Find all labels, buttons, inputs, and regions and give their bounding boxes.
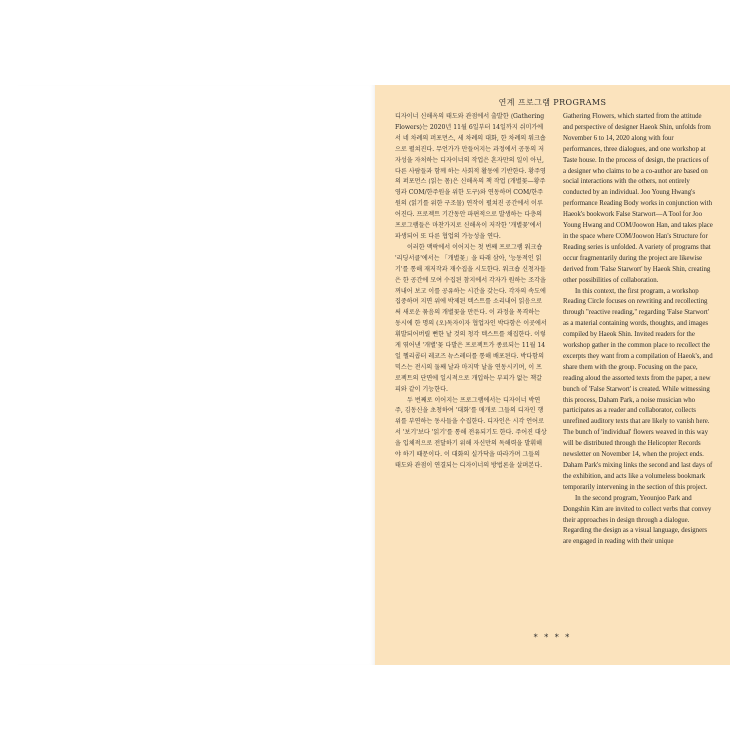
korean-text-column xyxy=(395,112,547,472)
english-text-column xyxy=(563,112,713,548)
english-paragraph-3: In the second program, Yeounjoo Park and Dongshin Kim are invited to collect verbs that convey their approaches in design through a dialogue. Regarding the design as a visual language, designers are engaged in reading with their unique xyxy=(563,494,712,546)
korean-paragraph-2: 이러한 맥락에서 이어지는 첫 번째 프로그램 워크숍 '리딩서클'에서는 「개별꽃」을 타래 삼아, '능동적인 읽기'를 통해 재저작과 재수집을 시도한다. 워크숍 신청자들은 한 공간에 모여 수집된 참지에서 각자가 원하는 조각을 꺼내어 보고 이를 공유하는 시간을 갖는다. 각자의 속도에 집중하며 지면 위에 박제된 텍스트를 소리내어 읽음으로써 새로운 묶음의 개별꽃을 만든다. 이 과정을 목격하는 동시에 한 명의 (오)독자이자 협업자인 박다함은 이곳에서 휘발되어버릴 뻔한 낱 것의 청각 텍스트를 채집한다. 이렇게 엮어낸 '개별'꽃 다발은 프로젝트가 종료되는 11월 14일 헬리콥터 레코즈 뉴스레터를 통해 배포된다. 박다함의 믹스는 전시의 둘째 날과 마지막 날을 연동시키며, 이 프로젝트의 단면에 일시적으로 개입하는 부피가 없는 책갈피와 같이 기능한다. xyxy=(395,243,547,393)
english-paragraph-1: Gathering Flowers, which started from the attitude and perspective of designer Haeok Shin, unfolds from November 6 to 14, 2020 along with four performances, three dialogues, and one workshop at Taste house. In the process of design, the practices of a designer who claims to be a co-author are based on social interactions with the others, not entirely conducted by an individual. Joo Young Hwang's performance Reading Body works in conjunction with Haeok's bookwork False Starwort—A Tool for Joo Young Hwang and COM/Joowon Han, and takes place in the space where COM/Joowon Han's Structure for Reading series is unfolded. A variety of programs that occur fragmentarily during the project are likewise derived from 'False Starwort' by Haeok Shin, creating other possibilities of collaboration. xyxy=(563,113,713,284)
left-blank-page xyxy=(18,85,375,665)
programs-page xyxy=(375,85,730,665)
page-header: 연계 프로그램 PROGRAMS xyxy=(498,98,607,107)
ornament-asterisks: * * * * xyxy=(533,633,572,642)
korean-paragraph-1: 디자이너 신해옥의 태도와 관점에서 출발한 ⟨Gathering Flowers⟩는 2020년 11월 6일부터 14일까지 쉬미가에서 네 차례의 퍼포먼스, 세 차례의 대화, 한 차례의 워크숍으로 펼쳐진다. 무언가가 만들어지는 과정에서 공동의 저자성을 자처하는 디자이너의 작업은 혼자만의 일이 아닌, 다른 사람들과 함께 하는 사회적 활동에 기반한다. 황주영의 퍼포먼스 ⟨읽는 몸⟩은 신해옥의 책 작업 ⟨개별꽃—황주영과 COM/한주원을 위한 도구⟩와 연동하며 COM/한주원의 ⟨읽기를 위한 구조물⟩ 연작이 펼쳐진 공간에서 이루어진다. 프로젝트 기간동안 파편적으로 발생하는 다층의 프로그램들은 마찬가지로 신해옥이 저작한 '개별꽃'에서 파생되어 또 다른 협업의 가능성을 연다. xyxy=(395,113,546,240)
english-paragraph-2: In this context, the first program, a workshop Reading Circle focuses on rewriting and recollecting through "reactive reading," regarding 'False Starwort' as a material containing words, thoughts, and images compiled by Haeok Shin. Invited readers for the workshop gather in the common place to recollect the excerpts they want from a compilation of Haeok's, and share them with the group. Focusing on the pace, reading aloud the assorted texts from the paper, a new bunch of 'False Starwort' is created. While witnessing this process, Daham Park, a noise musician who participates as a reader and collaborator, collects unrefined auditory texts that are likely to vanish here. The bunch of 'individual' flowers weaved in this way will be distributed through the Helicopter Records newsletter on November 14, when the project ends. Daham Park's mixing links the second and last days of the exhibition, and acts like a volumeless bookmark temporarily intervening in the section of this project. xyxy=(563,287,713,491)
korean-paragraph-3: 두 번째로 이어지는 프로그램에서는 디자이너 박연주, 김동신을 초청하여 '대화'를 매개로 그들의 디자인 행위를 부연하는 동사들을 수집한다. 디자인은 시각 언어로서 '보기'보다 '읽기'를 통해 전유되기도 한다. 주어진 대상을 입체적으로 전달하기 위해 자신만의 독해력을 발휘해야 하기 때문이다. 이 대화의 실가닥을 따라가며 그들의 태도와 관점이 연결되는 디자이너의 방법론을 살펴본다. xyxy=(395,396,547,469)
